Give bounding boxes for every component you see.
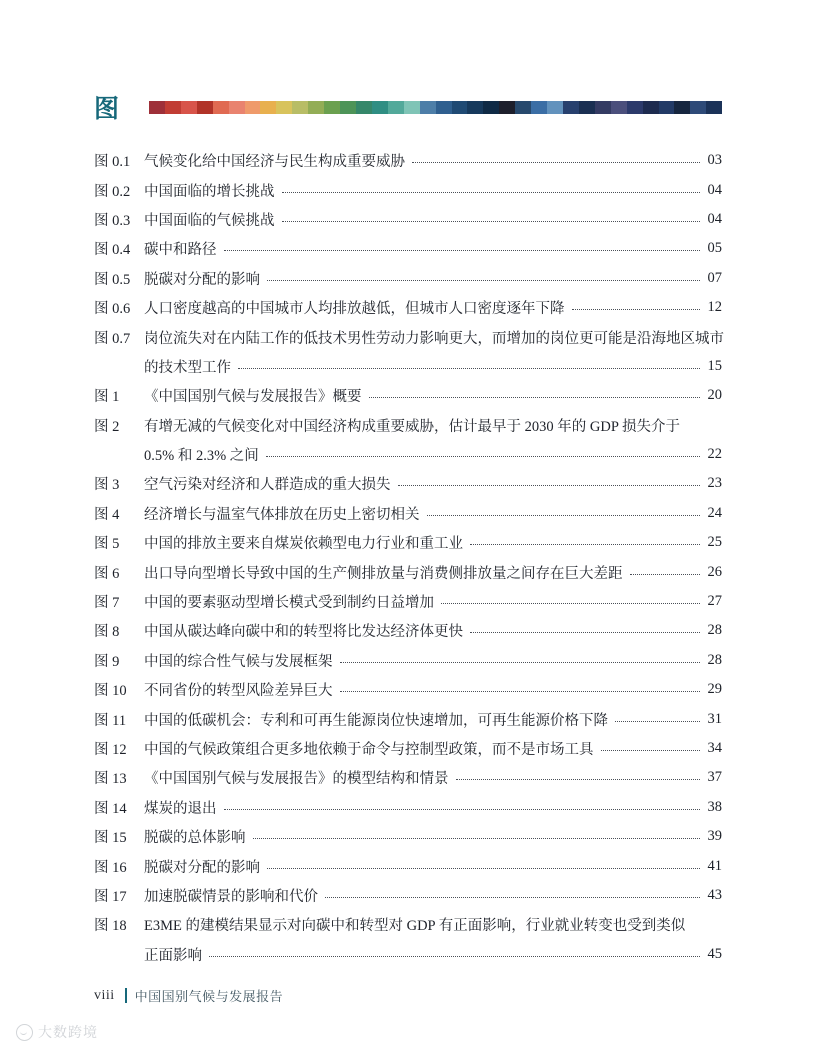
- colorbar-segment: [356, 101, 372, 114]
- toc-entry[interactable]: [94, 293, 722, 322]
- colorbar-segment: [611, 101, 627, 114]
- dot-leader: [412, 162, 700, 163]
- toc-entry[interactable]: [94, 557, 722, 586]
- toc-entry-line: [94, 616, 722, 645]
- dot-leader: [224, 250, 701, 251]
- dot-leader: [209, 956, 700, 957]
- toc-entry-line: [94, 411, 722, 440]
- colorbar-segment: [197, 101, 213, 114]
- figure-title: 中国的气候政策组合更多地依赖于命令与控制型政策，而不是市场工具: [144, 742, 594, 758]
- watermark: [16, 1022, 98, 1042]
- toc-entry-line: [94, 264, 722, 293]
- page-number: 22: [707, 446, 722, 463]
- toc-entry-line: [94, 851, 722, 880]
- toc-entry[interactable]: [94, 528, 722, 557]
- colorbar-segment: [149, 101, 165, 114]
- figure-label: 图 8: [94, 624, 120, 641]
- toc-entry[interactable]: [94, 851, 722, 880]
- figure-label: 图 14: [94, 800, 127, 817]
- page-number: 28: [707, 651, 722, 668]
- colorbar-segment: [388, 101, 404, 114]
- toc-entry[interactable]: [94, 322, 722, 381]
- colorbar-segment: [245, 101, 261, 114]
- colorbar-segment: [372, 101, 388, 114]
- figure-title: 脱碳的总体影响: [144, 830, 246, 847]
- figure-title: 加速脱碳情景的影响和代价: [144, 888, 318, 905]
- page-number: 27: [707, 593, 722, 610]
- figure-label: 图 13: [94, 771, 127, 788]
- figure-title: 正面影响: [144, 947, 202, 964]
- page-number: 04: [707, 210, 722, 227]
- dot-leader: [630, 574, 701, 575]
- toc-entry[interactable]: [94, 675, 722, 704]
- dot-leader: [253, 838, 701, 839]
- page-number: 26: [707, 563, 722, 580]
- figure-title: 中国面临的增长挑战: [144, 183, 275, 200]
- page-number: 45: [707, 945, 722, 962]
- figure-label: 图 0.7: [94, 330, 131, 347]
- page-number: 34: [707, 740, 722, 756]
- figure-title: 中国从碳达峰向碳中和的转型将比发达经济体更快: [144, 624, 463, 641]
- figure-title: 《中国国别气候与发展报告》概要: [144, 389, 362, 406]
- figure-label: 图 10: [94, 683, 127, 700]
- page-footer: [94, 986, 283, 1005]
- toc-entry[interactable]: [94, 499, 722, 528]
- toc-entry-line: [94, 322, 722, 351]
- figure-title: 不同省份的转型风险差异巨大: [144, 683, 333, 700]
- figure-title: 中国的排放主要来自煤炭依赖型电力行业和重工业: [144, 536, 463, 553]
- footer-page-number: viii: [94, 987, 115, 1003]
- figure-label: 图 16: [94, 859, 127, 876]
- figure-label: 图 0.5: [94, 271, 131, 288]
- colorbar-segment: [229, 101, 245, 114]
- figure-title: 中国的综合性气候与发展框架: [144, 653, 333, 670]
- figure-label: 图 3: [94, 477, 120, 494]
- figure-label: 图 0.4: [94, 242, 131, 259]
- dot-leader: [340, 691, 701, 692]
- page-number: 38: [707, 798, 722, 815]
- toc-entry-line: [94, 704, 722, 733]
- dot-leader: [427, 515, 701, 516]
- figure-label: 图 5: [94, 536, 120, 553]
- toc-entry-line: [94, 910, 722, 939]
- toc-entry-line: [94, 352, 722, 381]
- figure-label: 图 6: [94, 565, 120, 582]
- figure-title: 碳中和路径: [144, 242, 217, 259]
- dot-leader: [267, 280, 700, 281]
- toc-entry-line: [94, 440, 722, 469]
- dot-leader: [615, 721, 700, 722]
- figure-title: 0.5% 和 2.3% 之间: [144, 448, 259, 465]
- figure-title: E3ME 的建模结果显示对向碳中和转型对 GDP 有正面影响，行业就业转变也受到类似: [144, 918, 686, 935]
- figure-label: 图 0.2: [94, 183, 131, 200]
- toc-entry-line: [94, 234, 722, 263]
- colorbar-segment: [627, 101, 643, 114]
- colorbar-segment: [436, 101, 452, 114]
- page-number: 05: [707, 240, 722, 257]
- figure-title: 《中国国别气候与发展报告》的模型结构和情景: [144, 771, 449, 788]
- page-title: 图: [94, 95, 121, 123]
- toc-entry[interactable]: [94, 763, 722, 792]
- colorbar-segment: [340, 101, 356, 114]
- colorbar-segment: [404, 101, 420, 114]
- toc-entry[interactable]: [94, 411, 722, 470]
- page-number: 29: [707, 681, 722, 698]
- toc-entry[interactable]: [94, 205, 722, 234]
- toc-entry[interactable]: [94, 910, 722, 969]
- dot-leader: [456, 779, 701, 780]
- figure-title: 脱碳对分配的影响: [144, 271, 260, 288]
- toc-entry-line: [94, 557, 722, 586]
- colorbar-segment: [324, 101, 340, 114]
- toc-entry[interactable]: [94, 822, 722, 851]
- page-number: 15: [707, 357, 722, 374]
- page-number: 37: [707, 769, 722, 786]
- dot-leader: [572, 309, 701, 310]
- page-number: 07: [707, 269, 722, 286]
- page-number: 28: [707, 622, 722, 639]
- figure-label: 图 0.6: [94, 301, 131, 318]
- figure-title: 空气污染对经济和人群造成的重大损失: [144, 477, 391, 494]
- colorbar-segment: [563, 101, 579, 114]
- colorbar-segment: [452, 101, 468, 114]
- figure-title: 经济增长与温室气体排放在历史上密切相关: [144, 506, 420, 523]
- colorbar-segment: [292, 101, 308, 114]
- colorbar-segment: [483, 101, 499, 114]
- toc-entry-line: [94, 499, 722, 528]
- page-number: 31: [707, 710, 722, 727]
- colorbar-segment: [213, 101, 229, 114]
- dot-leader: [224, 809, 701, 810]
- figure-label: 图 0.3: [94, 212, 131, 229]
- colorbar-segment: [690, 101, 706, 114]
- colorbar-segment: [547, 101, 563, 114]
- dot-leader: [601, 750, 701, 751]
- toc-entry-line: [94, 763, 722, 792]
- page-number: 03: [707, 152, 722, 169]
- colorbar-segment: [276, 101, 292, 114]
- footer-separator: [125, 988, 127, 1003]
- dot-leader: [282, 221, 701, 222]
- colorbar-segment: [420, 101, 436, 114]
- dot-leader: [470, 632, 700, 633]
- figure-title: 的技术型工作: [144, 359, 231, 376]
- footer-report-title: 中国国别气候与发展报告: [134, 989, 284, 1004]
- figure-label: 图 1: [94, 389, 120, 406]
- figure-title: 脱碳对分配的影响: [144, 859, 260, 876]
- figure-title: 中国的要素驱动型增长模式受到制约日益增加: [144, 595, 434, 612]
- toc-entry[interactable]: [94, 734, 722, 763]
- page-number: 04: [707, 181, 722, 198]
- toc-entry[interactable]: [94, 264, 722, 293]
- toc-entry-line: [94, 940, 722, 969]
- toc-entry-line: [94, 293, 722, 322]
- colorbar-segment: [515, 101, 531, 114]
- page-number: 20: [707, 387, 722, 404]
- dot-leader: [441, 603, 700, 604]
- figure-title: 中国的低碳机会：专利和可再生能源岗位快速增加，可再生能源价格下降: [144, 712, 608, 729]
- toc-entry[interactable]: [94, 646, 722, 675]
- toc-entry-line: [94, 734, 722, 763]
- toc-entry-line: [94, 175, 722, 204]
- colorbar-segment: [181, 101, 197, 114]
- figure-list: [94, 146, 722, 969]
- page-number: 41: [707, 857, 722, 874]
- dot-leader: [267, 868, 700, 869]
- colorbar-segment: [531, 101, 547, 114]
- toc-entry[interactable]: [94, 234, 722, 263]
- toc-entry-line: [94, 528, 722, 557]
- figure-label: 图 15: [94, 830, 127, 847]
- figure-title: 煤炭的退出: [144, 800, 217, 817]
- colorbar-segment: [643, 101, 659, 114]
- toc-entry-line: [94, 793, 722, 822]
- figure-label: 图 7: [94, 595, 120, 612]
- toc-entry-line: [94, 469, 722, 498]
- toc-entry-line: [94, 381, 722, 410]
- figure-label: 图 0.1: [94, 154, 131, 171]
- watermark-text: 大数跨境: [38, 1024, 98, 1040]
- dot-leader: [470, 544, 700, 545]
- colorbar-segment: [467, 101, 483, 114]
- toc-entry[interactable]: [94, 381, 722, 410]
- toc-entry-line: [94, 822, 722, 851]
- colorbar-segment: [674, 101, 690, 114]
- page-number: 24: [707, 504, 722, 521]
- colorbar-segment: [579, 101, 595, 114]
- figure-label: 图 11: [94, 712, 127, 729]
- toc-entry-line: [94, 146, 722, 175]
- colorbar-segment: [706, 101, 722, 114]
- figure-title: 出口导向型增长导致中国的生产侧排放量与消费侧排放量之间存在巨大差距: [144, 565, 623, 582]
- page-number: 25: [707, 534, 722, 551]
- colorbar-segment: [499, 101, 515, 114]
- figure-label: 图 12: [94, 742, 127, 758]
- colorbar-segment: [308, 101, 324, 114]
- colorbar-segment: [659, 101, 675, 114]
- toc-entry-line: [94, 646, 722, 675]
- toc-header: [94, 92, 722, 122]
- toc-entry[interactable]: [94, 616, 722, 645]
- dot-leader: [325, 897, 700, 898]
- toc-entry[interactable]: [94, 881, 722, 910]
- colorbar-segment: [260, 101, 276, 114]
- toc-entry-line: [94, 205, 722, 234]
- toc-entry-line: [94, 881, 722, 910]
- toc-entry-line: [94, 675, 722, 704]
- page-number: 23: [707, 475, 722, 492]
- toc-entry[interactable]: [94, 469, 722, 498]
- figure-label: 图 9: [94, 653, 120, 670]
- dot-leader: [340, 662, 701, 663]
- toc-entry[interactable]: [94, 793, 722, 822]
- watermark-logo-icon: [16, 1024, 33, 1041]
- figure-title: 中国面临的气候挑战: [144, 212, 275, 229]
- figure-title: 岗位流失对在内陆工作的低技术男性劳动力影响更大，而增加的岗位更可能是沿海地区城市: [144, 330, 724, 347]
- decorative-colorbar: [149, 101, 722, 114]
- dot-leader: [266, 456, 700, 457]
- toc-entry[interactable]: [94, 587, 722, 616]
- figure-label: 图 18: [94, 918, 127, 935]
- figure-title: 人口密度越高的中国城市人均排放越低，但城市人口密度逐年下降: [144, 301, 565, 318]
- dot-leader: [398, 485, 701, 486]
- figure-label: 图 2: [94, 418, 120, 435]
- page-number: 12: [707, 299, 722, 316]
- toc-entry[interactable]: [94, 175, 722, 204]
- dot-leader: [369, 397, 701, 398]
- toc-entry[interactable]: [94, 146, 722, 175]
- page-number: 39: [707, 828, 722, 845]
- toc-entry-line: [94, 587, 722, 616]
- figure-label: 图 4: [94, 506, 120, 523]
- figure-title: 气候变化给中国经济与民生构成重要威胁: [144, 154, 405, 171]
- colorbar-segment: [165, 101, 181, 114]
- page-number: 43: [707, 886, 722, 903]
- toc-entry[interactable]: [94, 704, 722, 733]
- colorbar-segment: [595, 101, 611, 114]
- dot-leader: [238, 368, 700, 369]
- dot-leader: [282, 192, 701, 193]
- figure-title: 有增无减的气候变化对中国经济构成重要威胁，估计最早于 2030 年的 GDP 损失介于: [144, 418, 680, 435]
- figure-label: 图 17: [94, 888, 127, 905]
